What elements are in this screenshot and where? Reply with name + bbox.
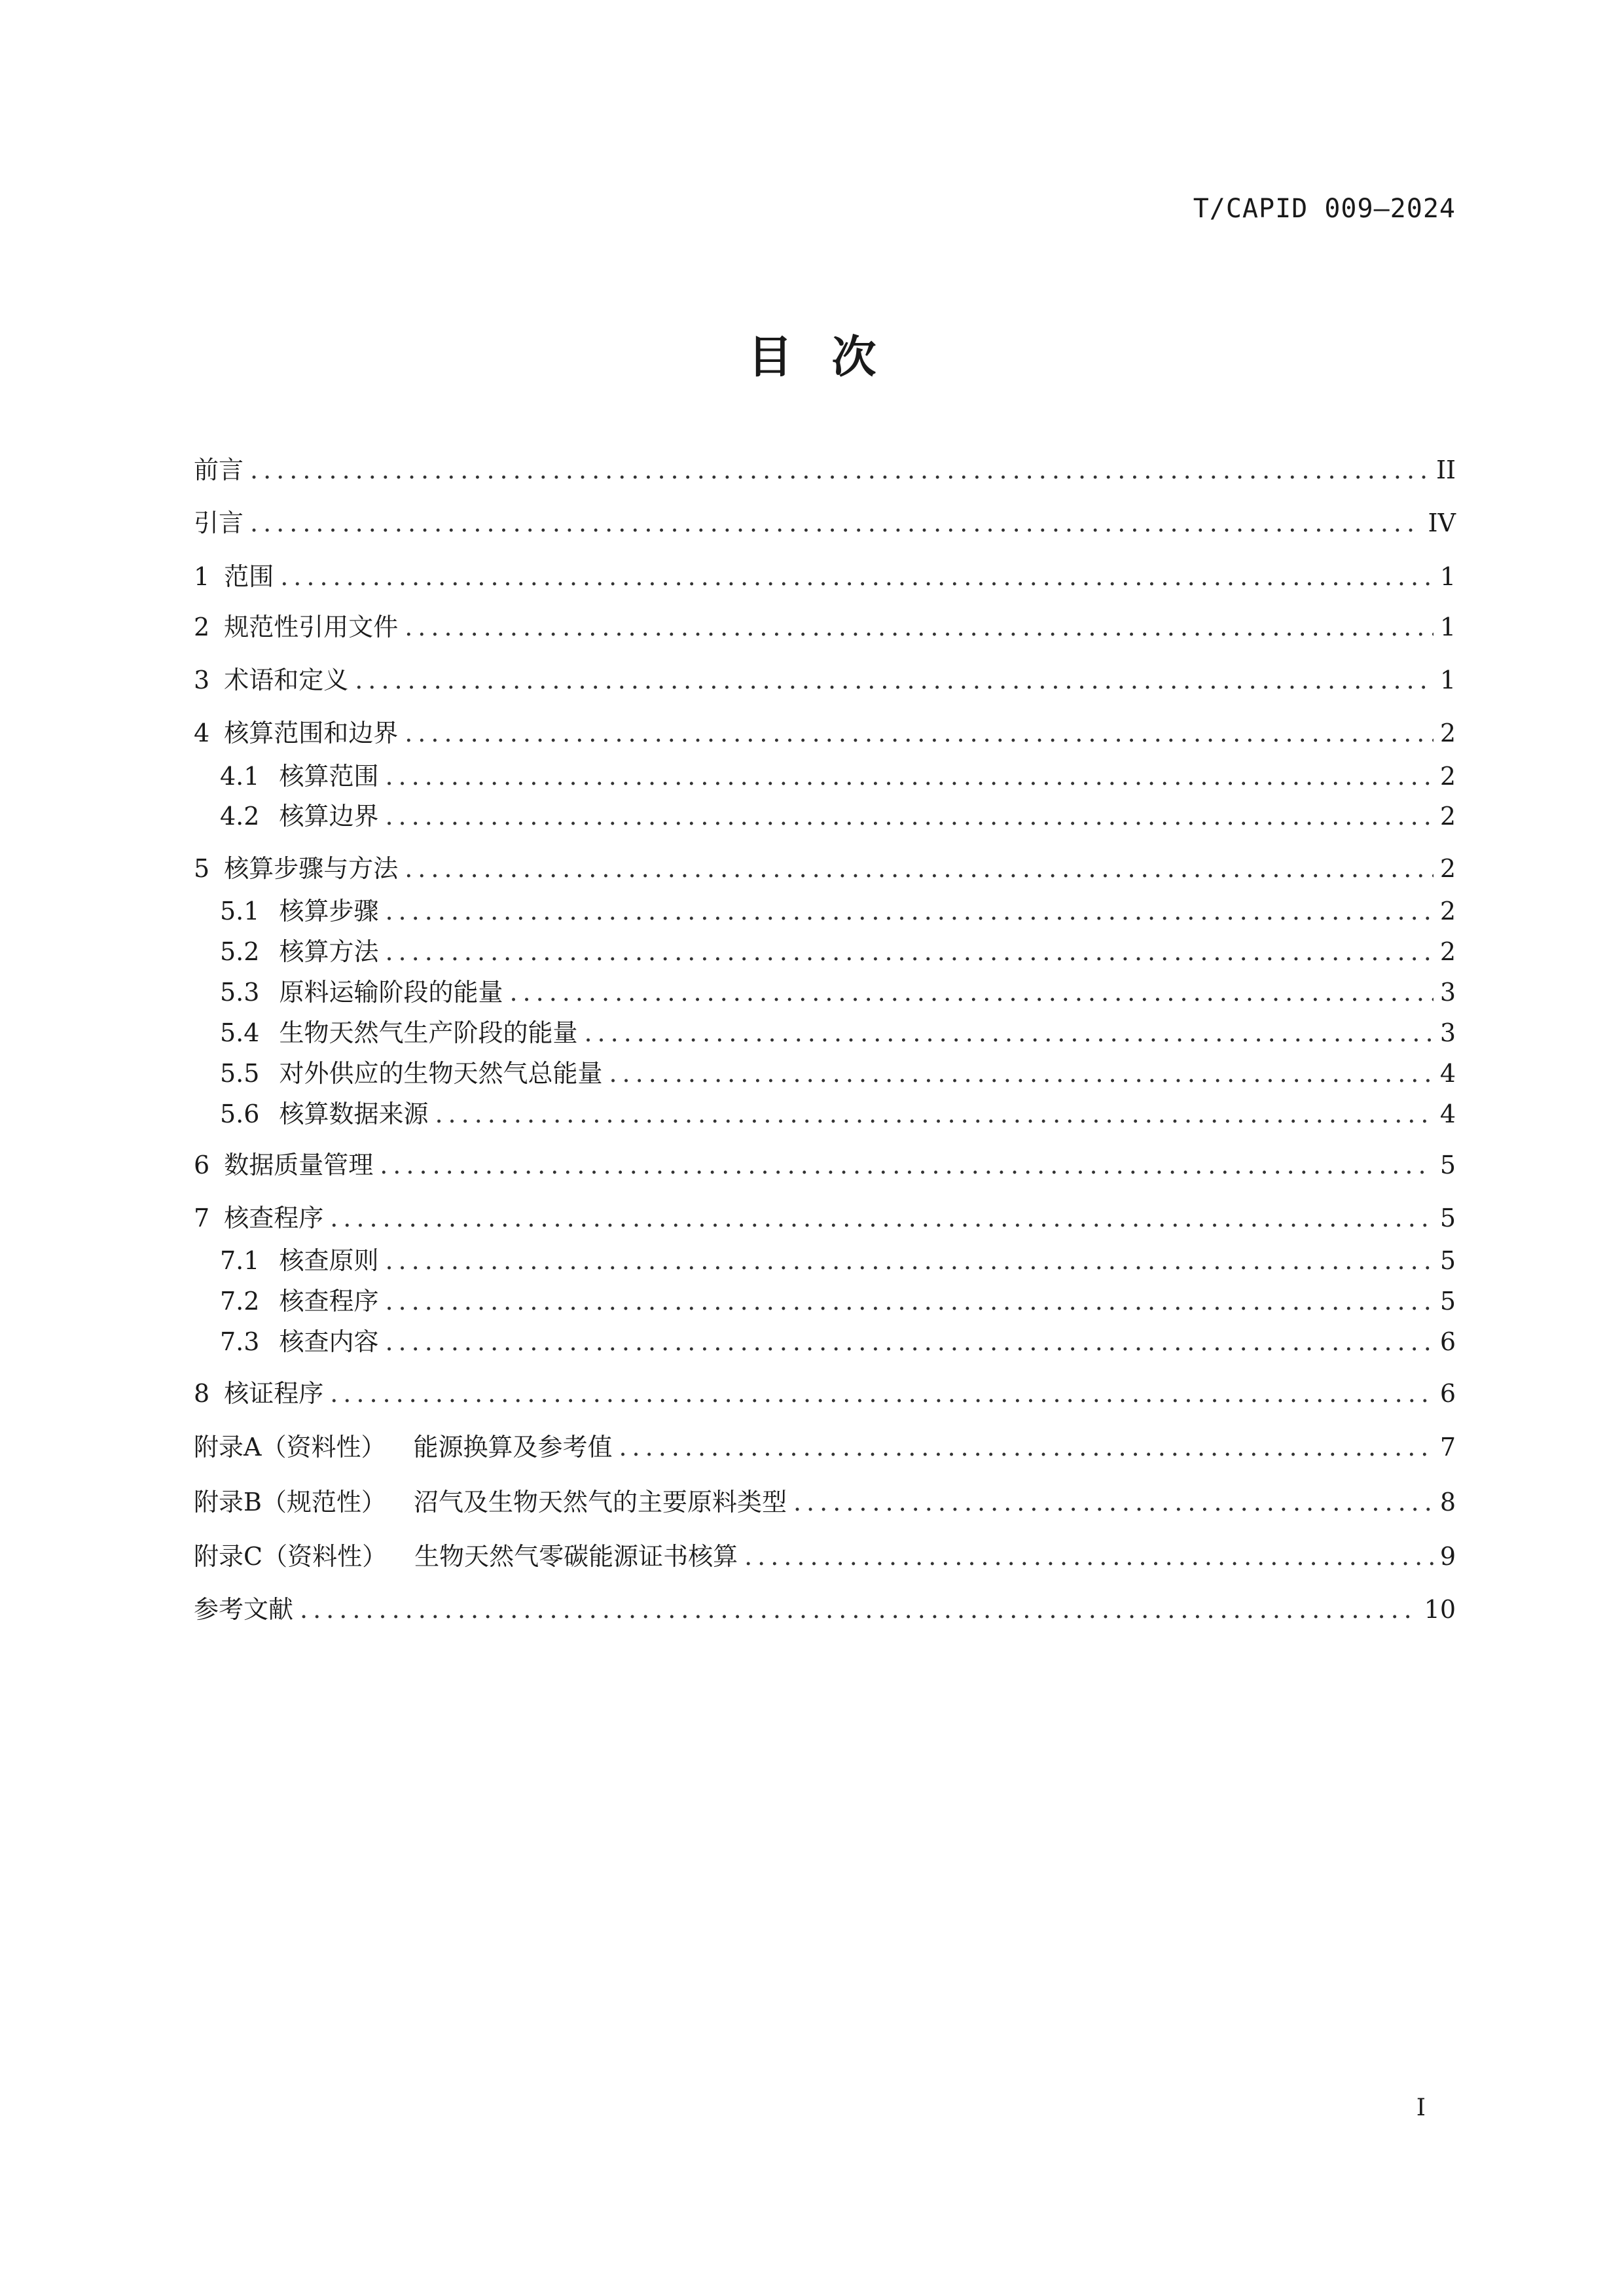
toc-entry-page: IV (1428, 509, 1456, 537)
dot-leader (405, 715, 1434, 751)
toc-entry-number: 5.5 (220, 1059, 260, 1088)
toc-entry-8[interactable] (194, 1375, 1456, 1412)
toc-entry-5-2[interactable] (220, 933, 1456, 970)
toc-entry-7[interactable] (194, 1200, 1456, 1236)
toc-entry-page: 1 (1439, 613, 1456, 641)
toc-entry-number: 5.2 (220, 937, 260, 966)
dot-leader (385, 1283, 1433, 1319)
toc-entry-appendix-b[interactable] (194, 1484, 1456, 1520)
toc-entry-label: 引言 (194, 509, 244, 537)
toc-entry-page: 2 (1439, 802, 1456, 831)
toc-entry-page: 5 (1439, 1204, 1456, 1232)
toc-entry-number: 5.3 (220, 978, 260, 1007)
dot-leader (405, 609, 1434, 645)
toc-entry-5-6[interactable] (220, 1096, 1456, 1132)
toc-entry-label: 原料运输阶段的能量 (279, 978, 503, 1007)
toc-entry-label: 生物天然气生产阶段的能量 (279, 1018, 578, 1047)
toc-entry-label: 生物天然气零碳能源证书核算 (414, 1542, 738, 1571)
toc-entry-label: 核查原则 (279, 1246, 379, 1275)
dot-leader (250, 452, 1430, 488)
toc-entry-label: 范围 (224, 562, 274, 591)
toc-entry-7-3[interactable] (220, 1323, 1456, 1360)
toc-entry-page: 2 (1439, 719, 1456, 747)
toc-entry-5-1[interactable] (220, 893, 1456, 929)
toc-entry-page: 4 (1439, 1100, 1456, 1128)
toc-entry-page: 5 (1439, 1151, 1456, 1179)
toc-entry-number: 4 (194, 719, 210, 747)
toc-entry-number: 7.3 (220, 1327, 260, 1356)
dot-leader (405, 850, 1434, 887)
dot-leader (380, 1147, 1434, 1183)
toc-entry-4-1[interactable] (220, 758, 1456, 795)
toc-entry-label: 核算步骤与方法 (224, 854, 399, 883)
toc-entry-label: 规范性引用文件 (224, 613, 399, 641)
toc-entry-5[interactable] (194, 850, 1456, 887)
toc-entry-label: 核算数据来源 (279, 1100, 429, 1128)
toc-entry-number: 5.4 (220, 1018, 260, 1047)
toc-entry-page: 10 (1424, 1595, 1456, 1624)
toc-entry-label: 对外供应的生物天然气总能量 (279, 1059, 603, 1088)
document-number: T/CAPID 009—2024 (1193, 194, 1456, 224)
toc-entry-page: 5 (1439, 1287, 1456, 1316)
toc-entry-number: 4.2 (220, 802, 260, 831)
toc-entry-page: 4 (1439, 1059, 1456, 1088)
toc-entry-number: 附录A（资料性） (194, 1433, 386, 1462)
toc-entry-label: 核算边界 (279, 802, 379, 831)
toc-entry-label: 沼气及生物天然气的主要原料类型 (413, 1488, 787, 1516)
dot-leader (385, 798, 1433, 834)
toc-entry-number: 5 (194, 854, 210, 883)
toc-entry-number: 附录C（资料性） (194, 1542, 388, 1571)
dot-leader (300, 1591, 1418, 1628)
toc-entry-references[interactable] (194, 1591, 1456, 1628)
toc-entry-page: 3 (1439, 1018, 1456, 1047)
toc-entry-page: 2 (1439, 937, 1456, 966)
toc-entry-page: 1 (1439, 562, 1456, 591)
toc-entry-3[interactable] (194, 662, 1456, 698)
toc-entry-page: 9 (1439, 1542, 1456, 1571)
toc-entry-label: 前言 (194, 456, 244, 484)
toc-entry-number: 8 (194, 1379, 210, 1408)
toc-entry-label: 核证程序 (224, 1379, 324, 1408)
page-number: I (1416, 2094, 1426, 2121)
toc-entry-label: 核查程序 (279, 1287, 379, 1316)
toc-entry-label: 核算步骤 (279, 897, 379, 925)
toc-entry-page: 2 (1439, 897, 1456, 925)
toc-entry-number: 5.1 (220, 897, 260, 925)
dot-leader (619, 1429, 1433, 1465)
toc-entry-page: II (1435, 456, 1456, 484)
toc-entry-6[interactable] (194, 1147, 1456, 1183)
toc-entry-5-5[interactable] (220, 1055, 1456, 1092)
dot-leader (385, 1323, 1433, 1360)
toc-entry-page: 8 (1439, 1488, 1456, 1516)
toc-entry-label: 参考文献 (194, 1595, 294, 1624)
toc-entry-number: 7.1 (220, 1246, 260, 1275)
toc-entry-label: 核算范围 (279, 762, 379, 791)
toc-entry-page: 5 (1439, 1246, 1456, 1275)
toc-entry-appendix-c[interactable] (194, 1538, 1456, 1575)
toc-entry-page: 1 (1439, 666, 1456, 694)
toc-entry-page: 6 (1439, 1379, 1456, 1408)
dot-leader (584, 1014, 1433, 1051)
toc-entry-label: 术语和定义 (224, 666, 349, 694)
toc-entry-label: 核算范围和边界 (224, 719, 399, 747)
toc-entry-page: 7 (1439, 1433, 1456, 1462)
toc-entry-4-2[interactable] (220, 798, 1456, 834)
toc-entry-number: 6 (194, 1151, 210, 1179)
dot-leader (509, 974, 1433, 1011)
dot-leader (250, 505, 1422, 541)
dot-leader (744, 1538, 1434, 1575)
dot-leader (355, 662, 1434, 698)
dot-leader (385, 1242, 1433, 1279)
dot-leader (793, 1484, 1434, 1520)
toc-entry-4[interactable] (194, 715, 1456, 751)
toc-entry-appendix-a[interactable] (194, 1429, 1456, 1465)
toc-entry-number: 1 (194, 562, 210, 591)
dot-leader (435, 1096, 1433, 1132)
toc-title: 目次 (748, 332, 916, 384)
toc-entry-page: 6 (1439, 1327, 1456, 1356)
toc-entry-1[interactable] (194, 558, 1456, 595)
toc-entry-7-2[interactable] (220, 1283, 1456, 1319)
toc-entry-2[interactable] (194, 609, 1456, 645)
toc-entry-5-4[interactable] (220, 1014, 1456, 1051)
toc-entry-page: 2 (1439, 762, 1456, 791)
toc-entry-label: 核算方法 (279, 937, 379, 966)
dot-leader (280, 558, 1434, 595)
toc-entry-7-1[interactable] (220, 1242, 1456, 1279)
toc-entry-number: 5.6 (220, 1100, 260, 1128)
toc-entry-number: 附录B（规范性） (194, 1488, 386, 1516)
dot-leader (385, 933, 1433, 970)
toc-entry-label: 核查程序 (224, 1204, 324, 1232)
dot-leader (609, 1055, 1433, 1092)
toc-entry-5-3[interactable] (220, 974, 1456, 1011)
toc-entry-label: 能源换算及参考值 (413, 1433, 613, 1462)
toc-entry-page: 2 (1439, 854, 1456, 883)
toc-entry-page: 3 (1439, 978, 1456, 1007)
toc-entry-number: 2 (194, 613, 210, 641)
toc-entry-number: 3 (194, 666, 210, 694)
toc-entry-number: 4.1 (220, 762, 260, 791)
dot-leader (385, 893, 1433, 929)
dot-leader (330, 1200, 1434, 1236)
dot-leader (330, 1375, 1434, 1412)
dot-leader (385, 758, 1433, 795)
toc-entry-number: 7.2 (220, 1287, 260, 1316)
toc-entry-number: 7 (194, 1204, 210, 1232)
toc-entry-label: 核查内容 (279, 1327, 379, 1356)
toc-entry-introduction[interactable] (194, 505, 1456, 541)
toc-entry-label: 数据质量管理 (224, 1151, 374, 1179)
toc-entry-foreword[interactable] (194, 452, 1456, 488)
